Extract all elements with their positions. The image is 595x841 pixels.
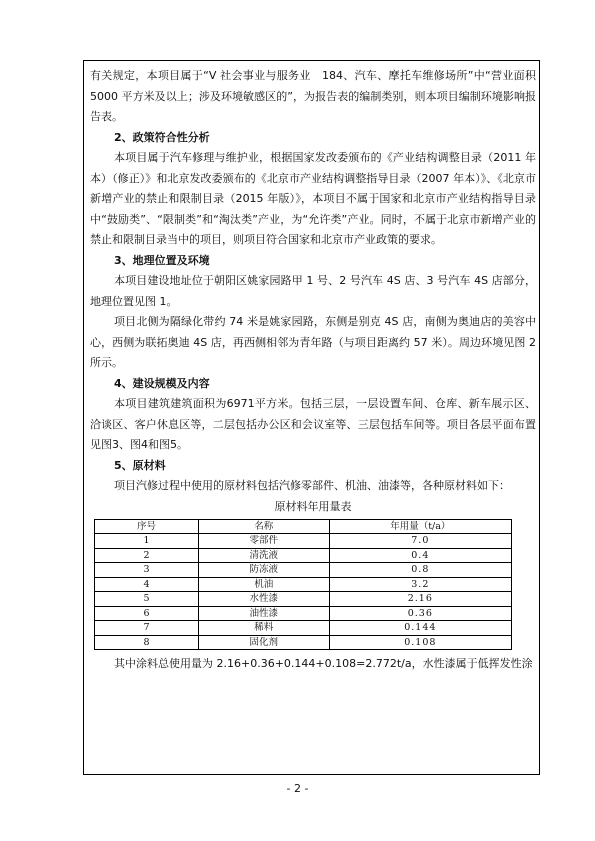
cell-name: 零部件 [198,534,329,549]
header-name: 名称 [198,519,329,534]
table-row [95,635,512,650]
cell-name: 防冻液 [198,563,329,578]
location-paragraph-1: 本项目建设地址位于朝阳区姚家园路甲 1 号、2 号汽车 4S 店、3 号汽车 4S 店部分，地理位置见图 1。 [90,274,536,308]
cell-amount: 0.144 [329,621,511,636]
table-row [95,577,512,592]
cell-name: 稀料 [198,621,329,636]
document-body [90,66,536,675]
location-paragraph-2: 项目北侧为隔绿化带约 74 米是姚家园路，东侧是别克 4S 店，南侧为奥迪店的美容中心，西侧为联拓奥迪 4S 店，再西侧相邻为青年路（与项目距离约 57 米）。周边环境见图 2 所示。 [90,315,536,369]
policy-paragraph: 本项目属于汽车修理与维护业，根据国家发改委颁布的《产业结构调整目录（2011 年本）（修正）》和北京发改委颁布的《北京市产业结构调整指导目录（2007 年本）》、《北京市新增产业的禁止和限制目录（2015 年版）》，本项目不属于国家和北京市产业结构指导目录中“鼓励类”、“限制类”和“淘汰类”产业，为“允许类”产业。同时，不属于北京市新增产业的禁止和限制目录当中的项目，则项目符合国家和北京市产业政策的要求。 [90,151,536,246]
table-row [95,592,512,607]
cell-index: 1 [95,534,199,549]
cell-index: 6 [95,606,199,621]
cell-amount: 7.0 [329,534,511,549]
header-amount: 年用量（t/a） [329,519,511,534]
table-row [95,548,512,563]
section-heading-policy: 2、政策符合性分析 [114,130,210,144]
page-number: - 2 - [286,782,309,795]
cell-name: 机油 [198,577,329,592]
table-row [95,534,512,549]
cell-index: 4 [95,577,199,592]
scale-paragraph: 本项目建筑建筑面积为6971平方米。包括三层，一层设置车间、仓库、新车展示区、洽谈区、客户休息区等，二层包括办公区和会议室等、三层包括车间等。项目各层平面布置见图3、图4和图5。 [90,397,536,451]
cell-amount: 0.4 [329,548,511,563]
cell-index: 5 [95,592,199,607]
section-heading-location: 3、地理位置及环境 [114,253,210,267]
table-caption: 原材料年用量表 [274,499,352,513]
cell-name: 清洗液 [198,548,329,563]
materials-table [94,519,512,651]
cell-index: 3 [95,563,199,578]
cell-index: 2 [95,548,199,563]
cell-amount: 2.16 [329,592,511,607]
cell-index: 7 [95,621,199,636]
header-index: 序号 [95,519,199,534]
table-header-row [95,519,512,534]
section-heading-materials: 5、原材料 [114,458,166,472]
cell-index: 8 [95,635,199,650]
table-row [95,621,512,636]
cell-amount: 0.8 [329,563,511,578]
cell-amount: 0.36 [329,606,511,621]
coating-paragraph: 其中涂料总使用量为 2.16+0.36+0.144+0.108=2.772t/a，水性漆属于低挥发性涂 [114,657,533,670]
cell-name: 固化剂 [198,635,329,650]
table-row [95,563,512,578]
section-heading-scale: 4、建设规模及内容 [114,376,210,390]
cell-amount: 3.2 [329,577,511,592]
cell-name: 水性漆 [198,592,329,607]
materials-paragraph: 项目汽修过程中使用的原材料包括汽修零部件、机油、油漆等，各种原材料如下： [114,479,510,492]
table-row [95,606,512,621]
cell-name: 油性漆 [198,606,329,621]
intro-paragraph: 有关规定，本项目属于“V 社会事业与服务业 184、汽车、摩托车维修场所”中“营业面积 5000 平方米及以上；涉及环境敏感区的”，为报告表的编制类别，则本项目编制环境影响报告表。 [90,69,536,123]
cell-amount: 0.108 [329,635,511,650]
